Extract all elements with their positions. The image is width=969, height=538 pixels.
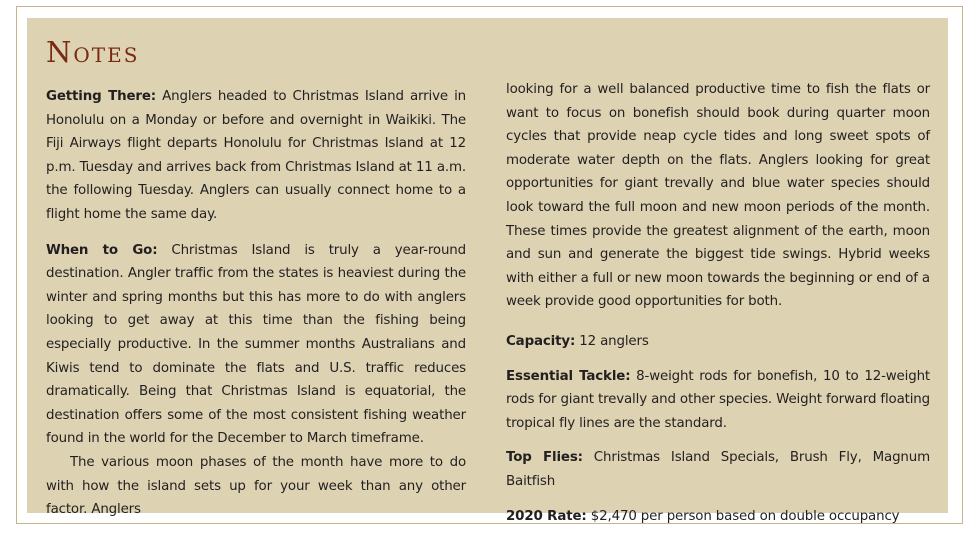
capacity-line — [506, 330, 930, 354]
moon-phases-continued: looking for a well balanced productive time to fish the flats or want to focus on bonefish should book during quarter moon cycles that provide neap cycle tides and long sweet spots of moderate water depth on the flats. Anglers looking for great opportunities for giant trevally and blue water species should look toward the full moon and new moon periods of the month. These times provide the greatest alignment of the earth, moon and sun and generate the biggest tide swings. Hybrid weeks with either a full or new moon towards the beginning or end of a week provide good opportunities for both. — [506, 82, 930, 310]
top-flies-value: Christmas Island Specials, Brush Fly, Magnum Baitfish — [506, 450, 930, 489]
essential-tackle-label: Essential Tackle: — [506, 368, 631, 384]
when-to-go-paragraph — [46, 239, 466, 451]
rate-line — [506, 505, 930, 529]
getting-there-text: Anglers headed to Christmas Island arrive in Honolulu on a Monday or before and overnight in Waikiki. The Fiji Airways flight departs Honolulu for Christmas Island at 12 p.m. Tuesday and arrives back from Christmas Island at 11 a.m. the following Tuesday. Anglers can usually connect home to a flight home the same day. — [46, 89, 466, 222]
moon-phases-paragraph: The various moon phases of the month have more to do with how the island sets up for your week than any other factor. Anglers — [46, 454, 466, 518]
essential-tackle-line — [506, 365, 930, 436]
essential-tackle-value: 8-weight rods for bonefish, 10 to 12-weight rods for giant trevally and other species. Weight forward floating tropical fly lines are the standard. — [506, 368, 931, 431]
top-flies-label: Top Flies: — [506, 450, 583, 466]
getting-there-label: Getting There: — [46, 89, 156, 104]
capacity-label: Capacity: — [506, 333, 576, 349]
rate-value: $2,470 per person based on double occupancy — [586, 508, 900, 524]
capacity-value: 12 anglers — [575, 333, 649, 349]
notes-title: Notes — [46, 35, 140, 69]
notes-panel — [27, 18, 948, 524]
rate-label: 2020 Rate: — [506, 508, 587, 524]
right-column — [506, 78, 930, 528]
when-to-go-text: Christmas Island is truly a year-round destination. Angler traffic from the states is heaviest during the winter and spring months but this has more to do with anglers looking to get away at this time than the fishing being especially productive. In the summer months Australians and Kiwis tend to dominate the flats and U.S. traffic reduces dramatically. Being that Christmas Island is equatorial, the destination offers some of the most consistent fishing weather found in the world for the December to March timeframe. — [46, 242, 466, 447]
getting-there-paragraph — [46, 85, 466, 227]
when-to-go-label: When to Go: — [46, 242, 158, 258]
top-flies-line — [506, 446, 930, 493]
left-column — [46, 85, 466, 522]
